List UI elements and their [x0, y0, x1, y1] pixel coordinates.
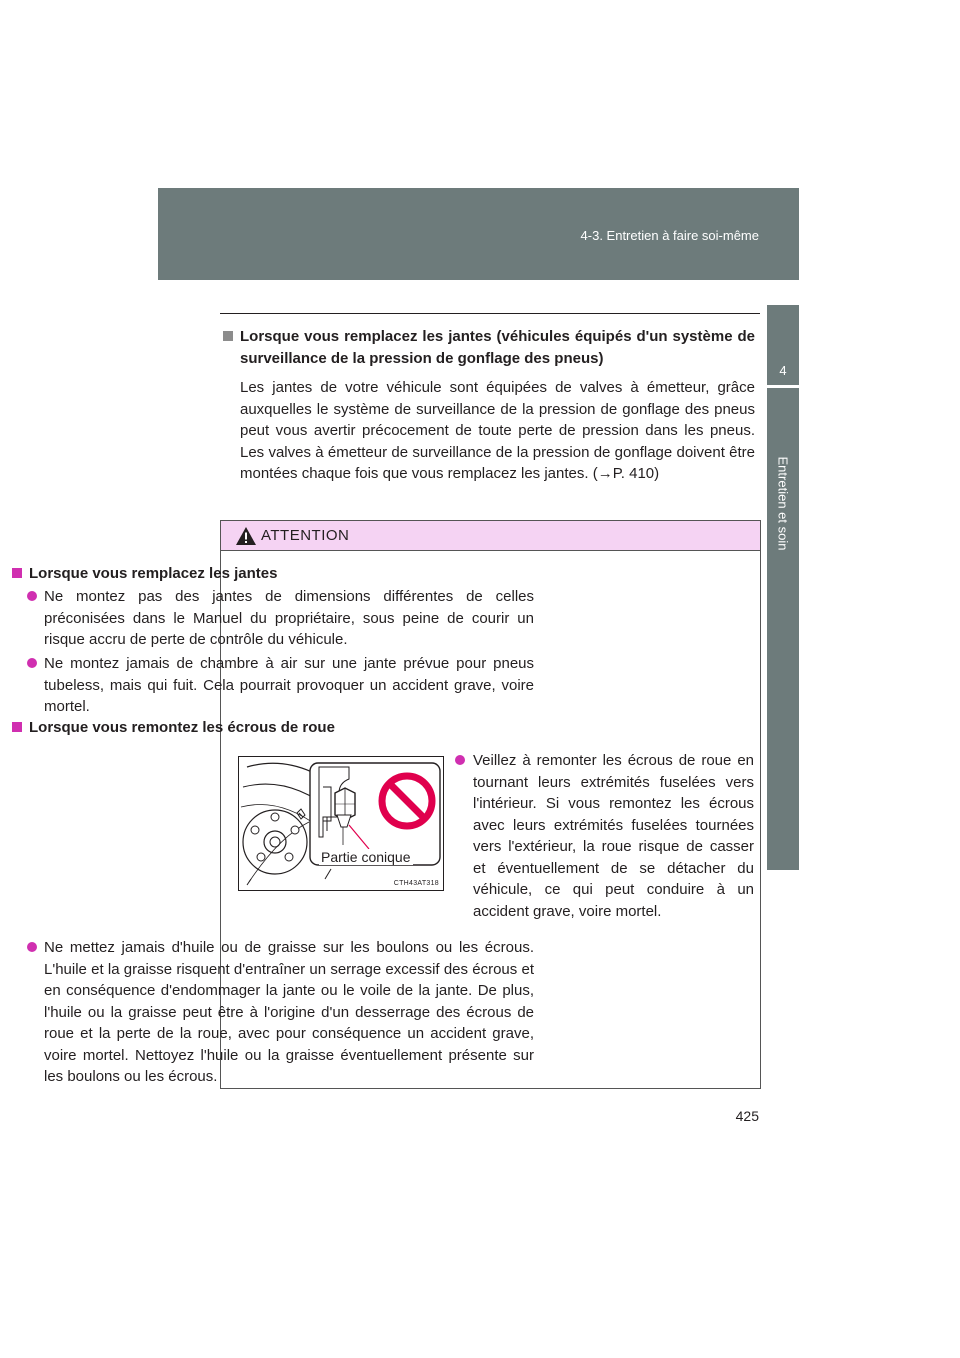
square-bullet-icon: [12, 722, 22, 732]
section2-bullet2: [12, 937, 534, 1088]
section1-bullet2: [12, 653, 534, 718]
intro-section: [223, 326, 755, 485]
chapter-label: Entretien et soin: [775, 456, 791, 551]
divider: [220, 313, 760, 314]
wheel-nut-drawing: [239, 757, 444, 891]
section1-bullet1-text: Ne montez pas des jantes de dimensions différentes de celles préconisées dans le Manuel du propriétaire, sous peine de courir un risque accru de perte de contrôle du véhicule.: [44, 588, 534, 648]
round-bullet-icon: [455, 755, 465, 765]
intro-heading: [223, 326, 755, 369]
section2-bullet2-text: Ne mettez jamais d'huile ou de graisse sur les boulons ou les écrous. L'huile et la graisse risquent d'entraîner un serrage excessif des écrous et en conséquence d'endommager la jante ou le voile de la jante. De plus, l'huile ou la graisse peut être à l'origine d'un desserrage des écrous de roue et la perte de la roue, avec pour conséquence un accident grave, voire mortel. Nettoyez l'huile ou la graisse éventuellement présente sur les boulons ou les écrous.: [44, 939, 534, 1085]
section2-bullet1-text: Veillez à remonter les écrous de roue en tournant leurs extrémités fuselées vers l'intérieur. Si vous remontez les écrous avec leurs extrémités fuselées tournées vers l'extérieur, la roue risque de casser et éventuellement de se détacher du véhicule, ce qui peut conduire à un accident grave, voire mortel.: [473, 752, 754, 920]
section2-heading-text: Lorsque vous remontez les écrous de roue: [29, 719, 335, 736]
round-bullet-icon: [27, 591, 37, 601]
callout-label: Partie conique: [321, 849, 411, 865]
intro-heading-text: Lorsque vous remplacez les jantes (véhicules équipés d'un système de surveillance de la pression de gonflage des pneus): [240, 328, 755, 367]
page-number: 425: [735, 1108, 759, 1124]
section1-bullet1: [12, 586, 534, 651]
chapter-tab-label: [767, 388, 799, 870]
header-band: [158, 188, 799, 280]
section2-heading: [12, 717, 534, 739]
intro-body: Les jantes de votre véhicule sont équipées de valves à émetteur, grâce auxquelles le système de surveillance de la pression de gonflage des pneus peut vous avertir précocement de toute perte de pression dans les pneus. Les valves à émetteur de surveillance de la pression de gonflage doivent être montées chaque fois que vous remplacez les jantes. (→P. 410): [240, 379, 755, 482]
square-bullet-icon: [223, 331, 233, 341]
warning-title: ATTENTION: [261, 527, 350, 544]
square-bullet-icon: [12, 568, 22, 578]
round-bullet-icon: [27, 658, 37, 668]
section-title: 4-3. Entretien à faire soi-même: [580, 228, 759, 243]
section1-heading-text: Lorsque vous remplacez les jantes: [29, 565, 278, 582]
section1-heading: [12, 563, 534, 585]
figure-code: CTH43AT318: [393, 880, 439, 887]
chapter-tab-number: [767, 305, 799, 385]
section2-bullet1: [452, 750, 754, 922]
warning-triangle-icon: [235, 526, 257, 546]
wheel-nut-illustration: [238, 756, 444, 891]
section1-bullet2-text: Ne montez jamais de chambre à air sur une jante prévue pour pneus tubeless, mais qui fuit. Cela pourrait provoquer un accident grave, voire mortel.: [44, 655, 534, 715]
chapter-number: 4: [779, 363, 787, 378]
warning-header: [221, 521, 760, 551]
round-bullet-icon: [27, 942, 37, 952]
